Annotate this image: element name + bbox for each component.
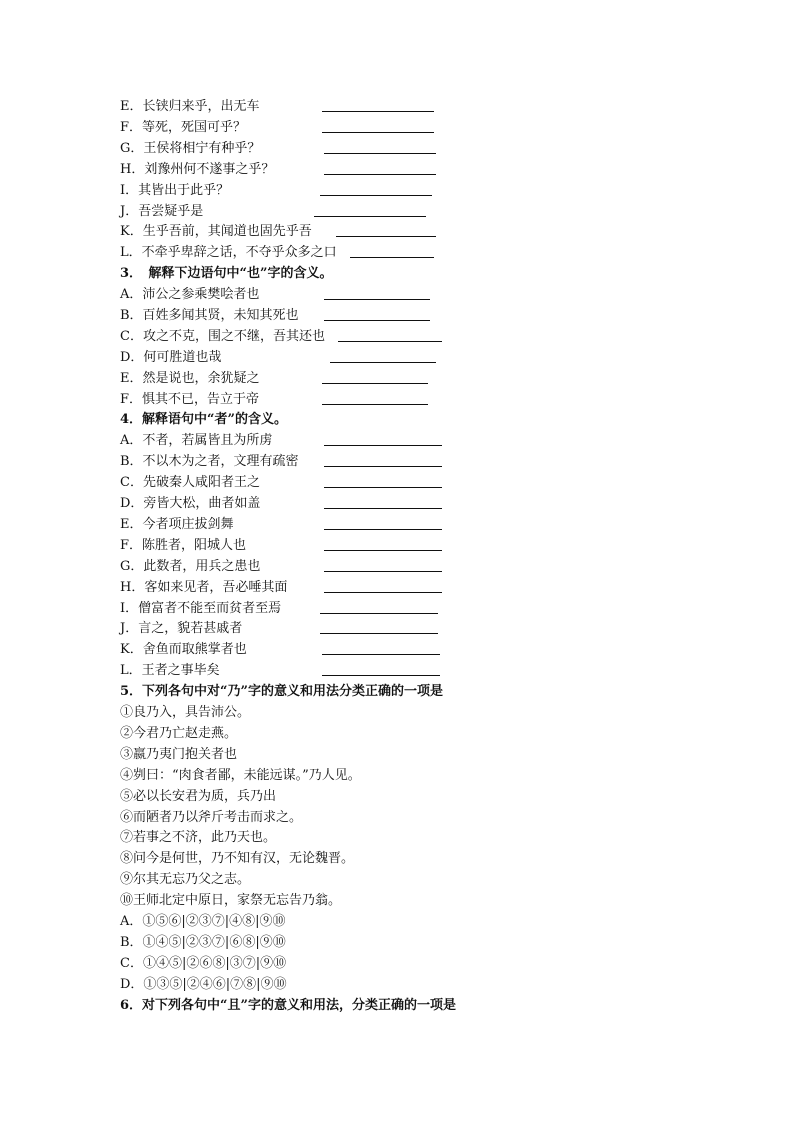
answer-blank[interactable] [330, 362, 436, 363]
question-text: D．旁皆大松，曲者如盖 [120, 496, 261, 511]
question-text: C．攻之不克，围之不继，吾其还也 [120, 329, 325, 344]
section-title: 4．解释语句中“者”的含义。 [120, 412, 288, 427]
example-sentence: ②今君乃亡赵走燕。 [120, 726, 238, 741]
qa-item [120, 431, 272, 451]
answer-blank[interactable] [322, 383, 428, 384]
answer-blank[interactable] [322, 404, 428, 405]
example-sentence: ⑧问今是何世，乃不知有汉，无论魏晋。 [120, 851, 355, 866]
question-text: F．惧其不已，告立于帝 [120, 392, 260, 407]
answer-blank[interactable] [324, 592, 442, 593]
answer-blank[interactable] [322, 675, 440, 676]
qa-item [120, 452, 299, 472]
qa-item [120, 599, 281, 619]
example-sentence: ⑩王师北定中原日，家祭无忘告乃翁。 [120, 893, 342, 908]
qa-item [120, 369, 260, 389]
answer-blank[interactable] [324, 508, 442, 509]
choice-option: D．①③⑤|②④⑥|⑦⑧|⑨⑩ [120, 977, 287, 992]
answer-blank[interactable] [324, 445, 442, 446]
question-text: I．其皆出于此乎？ [120, 183, 230, 198]
answer-blank[interactable] [324, 529, 442, 530]
choice-option: A．①⑤⑥|②③⑦|④⑧|⑨⑩ [120, 914, 286, 929]
qa-item [120, 473, 260, 493]
question-text: A．沛公之参乘樊哙者也 [120, 287, 260, 302]
answer-blank[interactable] [324, 153, 436, 154]
question-text: K．舍鱼而取熊掌者也 [120, 642, 247, 657]
qa-item [120, 97, 260, 117]
example-sentence: ⑨尔其无忘乃父之志。 [120, 872, 251, 887]
answer-blank[interactable] [324, 487, 442, 488]
question-text: A．不者，若属皆且为所虏 [120, 433, 273, 448]
question-text: K．生乎吾前，其闻道也固先乎吾 [120, 224, 312, 239]
example-sentence: ④刿曰：“肉食者鄙，未能远谋。”乃人见。 [120, 768, 361, 783]
question-text: I．僧富者不能至而贫者至焉 [120, 601, 282, 616]
qa-item [120, 118, 246, 138]
qa-item [120, 181, 229, 201]
answer-blank[interactable] [320, 195, 432, 196]
qa-item [120, 557, 260, 577]
answer-blank[interactable] [320, 613, 438, 614]
question-text: B．百姓多闻其贤，未知其死也 [120, 308, 299, 323]
qa-item [120, 536, 246, 556]
answer-blank[interactable] [324, 466, 442, 467]
choice-option: C．①④⑤|②⑥⑧|③⑦|⑨⑩ [120, 956, 287, 971]
qa-item [120, 619, 242, 639]
question-text: B．不以木为之者，文理有疏密 [120, 454, 299, 469]
question-text: E．然是说也，余犹疑之 [120, 371, 260, 386]
question-text: L．不牵乎卑辞之话，不夺乎众多之口 [120, 245, 337, 260]
answer-blank[interactable] [324, 320, 430, 321]
answer-blank[interactable] [324, 174, 436, 175]
qa-item [120, 578, 287, 598]
question-text: H．客如来见者，吾必唾其面 [120, 580, 288, 595]
answer-blank[interactable] [324, 299, 430, 300]
answer-blank[interactable] [322, 111, 434, 112]
question-text: J．吾尝疑乎是 [120, 204, 204, 219]
answer-blank[interactable] [324, 571, 442, 572]
example-sentence: ⑤必以长安君为质，兵乃出 [120, 789, 277, 804]
answer-blank[interactable] [322, 654, 440, 655]
answer-blank[interactable] [320, 633, 438, 634]
qa-item [120, 160, 274, 180]
question-text: D．何可胜道也哉 [120, 350, 222, 365]
example-sentence: ③嬴乃夷门抱关者也 [120, 747, 238, 762]
qa-item [120, 327, 325, 347]
question-text: F．等死，死国可乎？ [120, 120, 247, 135]
qa-item [120, 390, 259, 410]
question-text: L．王者之事毕矣 [120, 663, 220, 678]
question-text: C．先破秦人咸阳者王之 [120, 475, 260, 490]
choice-option: B．①④⑤|②③⑦|⑥⑧|⑨⑩ [120, 935, 286, 950]
answer-blank[interactable] [350, 257, 434, 258]
qa-item [120, 515, 234, 535]
answer-blank[interactable] [314, 216, 426, 217]
qa-item [120, 494, 260, 514]
question-text: E．今者项庄拔剑舞 [120, 517, 234, 532]
qa-item [120, 243, 337, 263]
example-sentence: ①良乃入，具告沛公。 [120, 705, 251, 720]
question-text: E．长铗归来乎，出无车 [120, 99, 260, 114]
qa-item [120, 202, 203, 222]
section-title: 6．对下列各句中“且”字的意义和用法，分类正确的一项是 [120, 998, 457, 1013]
section-title: 5．下列各句中对“乃”字的意义和用法分类正确的一项是 [120, 684, 444, 699]
qa-item [120, 640, 247, 660]
example-sentence: ⑦若事之不济，此乃天也。 [120, 830, 277, 845]
qa-item [120, 222, 312, 242]
section-title: 3． 解释下边语句中“也”字的含义。 [120, 266, 333, 281]
question-text: G．王侯将相宁有种乎？ [120, 141, 261, 156]
question-text: H．刘豫州何不遂事之乎？ [120, 162, 275, 177]
answer-blank[interactable] [338, 341, 442, 342]
qa-item [120, 306, 299, 326]
answer-blank[interactable] [324, 550, 442, 551]
qa-item [120, 139, 260, 159]
question-text: G．此数者，用兵之患也 [120, 559, 261, 574]
qa-item [120, 348, 221, 368]
question-text: J．言之，貌若甚戚者 [120, 621, 243, 636]
qa-item [120, 661, 220, 681]
example-sentence: ⑥而陋者乃以斧斤考击而求之。 [120, 810, 303, 825]
question-text: F．陈胜者，阳城人也 [120, 538, 247, 553]
answer-blank[interactable] [336, 236, 436, 237]
answer-blank[interactable] [322, 132, 434, 133]
qa-item [120, 285, 259, 305]
